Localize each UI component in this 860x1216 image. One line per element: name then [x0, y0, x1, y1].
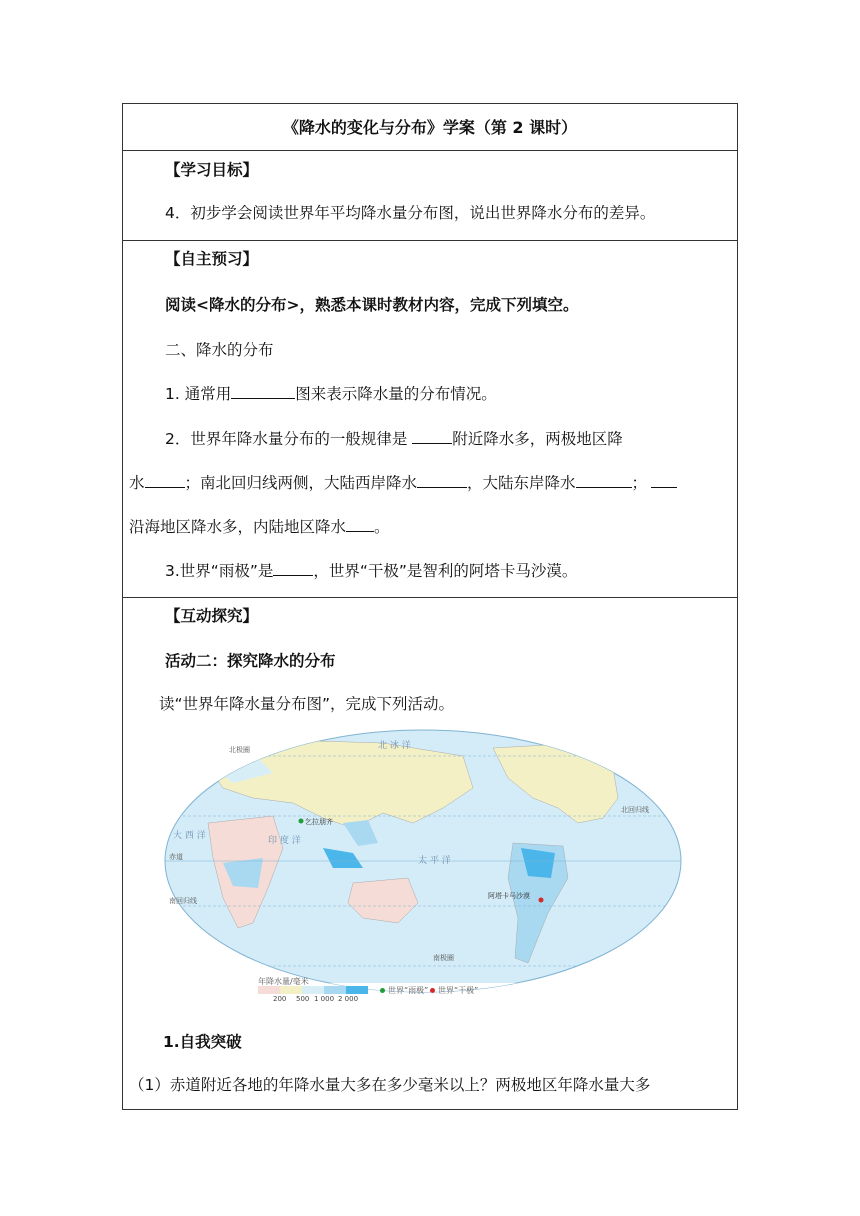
map-label-dry-pole: 阿塔卡马沙漠: [488, 892, 530, 900]
answer-blank[interactable]: [651, 472, 677, 488]
map-label-tropic-s: 南回归线: [169, 897, 197, 905]
question-2-line-1: 2．世界年降水量分布的一般规律是 附近降水多，两极地区降: [165, 430, 623, 448]
legend-wet-dot: [380, 988, 385, 993]
worksheet-table: [122, 103, 738, 1110]
sub-heading: 1.自我突破: [163, 1033, 242, 1051]
legend-tick: 2 000: [338, 995, 359, 1003]
question-2-line-2: 水 ；南北回归线两侧，大陆西岸降水 ，大陆东岸降水 ；: [129, 472, 677, 493]
preview-row: [123, 241, 737, 598]
map-label-equator: 赤道: [169, 853, 183, 861]
map-label-wet-pole: 乞拉朋齐: [305, 818, 333, 826]
answer-blank[interactable]: [145, 472, 185, 488]
legend-title: 年降水量/毫米: [258, 977, 309, 986]
map-legend: [258, 976, 518, 1003]
goal-item-4: 4．初步学会阅读世界年平均降水量分布图，说出世界降水分布的差异。: [165, 204, 656, 222]
wet-pole-marker: [299, 819, 304, 824]
activity-title: 活动二：探究降水的分布: [165, 652, 336, 670]
dry-pole-marker: [539, 898, 544, 903]
goals-row: [123, 151, 737, 241]
legend-swatch: [346, 986, 368, 994]
answer-blank[interactable]: [417, 472, 467, 488]
preview-heading: 【自主预习】: [165, 250, 259, 268]
question-3: 3.世界“雨极”是 ，世界“干极”是智利的阿塔卡马沙漠。: [165, 562, 578, 580]
legend-swatch: [258, 986, 280, 994]
answer-blank[interactable]: [346, 516, 374, 532]
map-label-antarctic: 南极圈: [433, 954, 454, 962]
legend-swatch: [280, 986, 302, 994]
map-label-tropic-n: 北回归线: [621, 806, 649, 814]
goals-heading: 【学习目标】: [165, 161, 259, 179]
world-precipitation-map: [163, 728, 683, 996]
map-label-pacific: 太 平 洋: [418, 856, 451, 866]
preview-section: 二、降水的分布: [165, 341, 274, 359]
map-label-atlantic: 大 西 洋: [173, 831, 206, 841]
legend-swatch: [324, 986, 346, 994]
legend-tick: 500: [296, 995, 310, 1003]
legend-tick: 1 000: [314, 995, 335, 1003]
answer-blank[interactable]: [412, 428, 452, 444]
question-1: 1. 通常用 图来表示降水量的分布情况。: [165, 385, 497, 403]
question-2-line-3: 沿海地区降水多，内陆地区降水 。: [129, 518, 390, 536]
answer-blank[interactable]: [273, 560, 313, 576]
page-title: 《降水的变化与分布》学案（第 2 课时）: [282, 118, 578, 137]
activity-instruction: 读“世界年降水量分布图”，完成下列活动。: [159, 695, 455, 713]
legend-dry-label: 世界“干极”: [438, 986, 479, 995]
answer-blank[interactable]: [231, 383, 295, 399]
legend-tick: 200: [273, 995, 287, 1003]
legend-swatch: [302, 986, 324, 994]
explore-section: [123, 598, 737, 1109]
legend-wet-label: 世界“雨极”: [388, 986, 429, 995]
preview-instruction: 阅读<降水的分布>，熟悉本课时教材内容，完成下列填空。: [165, 296, 579, 314]
map-label-indian: 印 度 洋: [268, 836, 301, 846]
map-label-north-ocean: 北 冰 洋: [378, 741, 411, 751]
explore-heading: 【互动探究】: [165, 607, 259, 625]
map-label-arctic: 北极圈: [229, 746, 250, 754]
answer-blank[interactable]: [576, 472, 632, 488]
title-row: [123, 104, 737, 151]
question-1-text: （1）赤道附近各地的年降水量大多在多少毫米以上？两极地区年降水量大多: [129, 1076, 651, 1094]
legend-dry-dot: [430, 988, 435, 993]
